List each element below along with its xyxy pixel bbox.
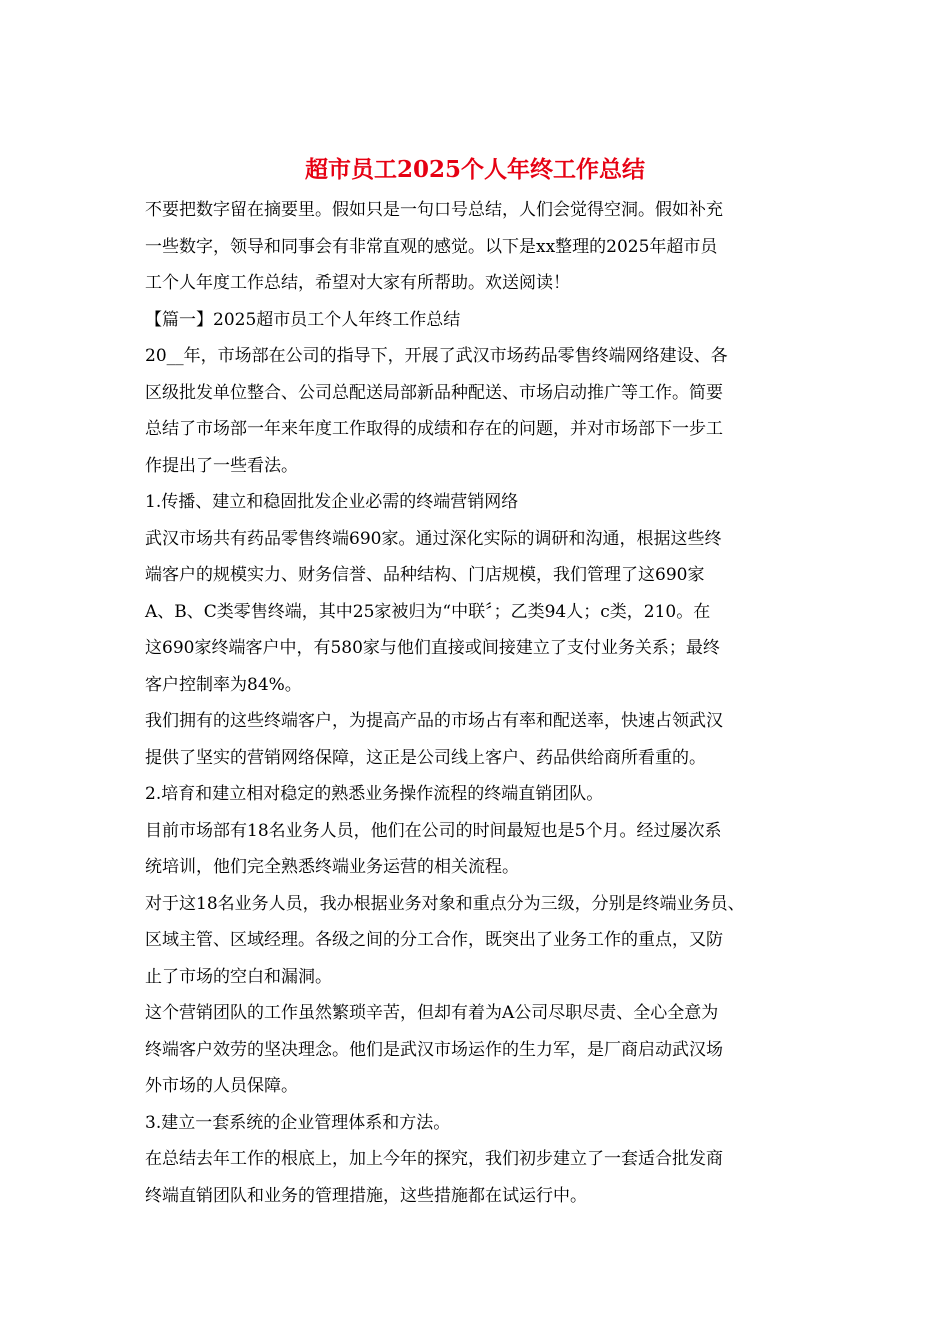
text-line: 1.传播、建立和稳固批发企业必需的终端营销网络 [145, 492, 519, 512]
text-line: 在总结去年工作的根底上，加上今年的探究，我们初步建立了一套适合批发商 [145, 1149, 723, 1169]
text-line: 这个营销团队的工作虽然繁琐辛苦，但却有着为A公司尽职尽责、全心全意为 [145, 1003, 719, 1023]
text-line: 工个人年度工作总结，希望对大家有所帮助。欢送阅读！ [145, 273, 570, 293]
text-line: 统培训，他们完全熟悉终端业务运营的相关流程。 [145, 857, 519, 877]
text-line: 我们拥有的这些终端客户，为提高产品的市场占有率和配送率，快速占领武汉 [145, 711, 723, 731]
text-line: 对于这18名业务人员，我办根据业务对象和重点分为三级，分别是终端业务员、 [145, 893, 745, 914]
text-line: 总结了市场部一年来年度工作取得的成绩和存在的问题，并对市场部下一步工 [145, 419, 723, 439]
document-body [145, 192, 825, 1214]
text-line: 终端客户效劳的坚决理念。他们是武汉市场运作的生力军，是厂商启动武汉场 [145, 1039, 723, 1060]
text-line: 作提出了一些看法。 [145, 455, 298, 476]
text-line: 止了市场的空白和漏洞。 [145, 966, 332, 987]
text-line: 3.建立一套系统的企业管理体系和方法。 [145, 1112, 451, 1133]
text-line: A、B、C类零售终端，其中25家被归为“中联〞；乙类94人；c类，210。在 [145, 601, 711, 622]
text-line: 武汉市场共有药品零售终端690家。通过深化实际的调研和沟通，根据这些终 [145, 528, 722, 549]
text-line: 区域主管、区域经理。各级之间的分工合作，既突出了业务工作的重点，又防 [145, 930, 723, 950]
text-line: 终端直销团队和业务的管理措施，这些措施都在试运行中。 [145, 1185, 587, 1206]
text-line: 端客户的规模实力、财务信誉、品种结构、门店规模，我们管理了这690家 [145, 565, 705, 585]
text-line: 这690家终端客户中，有580家与他们直接或间接建立了支付业务关系；最终 [145, 638, 720, 658]
document-title: 超市员工2025个人年终工作总结 [304, 156, 645, 183]
text-line: 【篇一】2025超市员工个人年终工作总结 [145, 309, 461, 330]
text-line: 外市场的人员保障。 [145, 1076, 298, 1096]
text-line: 区级批发单位整合、公司总配送局部新品种配送、市场启动推广等工作。简要 [145, 382, 723, 403]
text-line: 2.培育和建立相对稳定的熟悉业务操作流程的终端直销团队。 [145, 784, 604, 804]
text-line: 目前市场部有18名业务人员，他们在公司的时间最短也是5个月。经过屡次系 [145, 820, 722, 841]
text-line: 20__年，市场部在公司的指导下，开展了武汉市场药品零售终端网络建设、各 [145, 346, 728, 366]
text-line: 一些数字，领导和同事会有非常直观的感觉。以下是xx整理的2025年超市员 [145, 236, 718, 257]
text-line: 提供了坚实的营销网络保障，这正是公司线上客户、药品供给商所看重的。 [145, 747, 706, 768]
text-line: 不要把数字留在摘要里。假如只是一句口号总结，人们会觉得空洞。假如补充 [145, 200, 723, 220]
text-line: 客户控制率为84%。 [145, 674, 302, 695]
